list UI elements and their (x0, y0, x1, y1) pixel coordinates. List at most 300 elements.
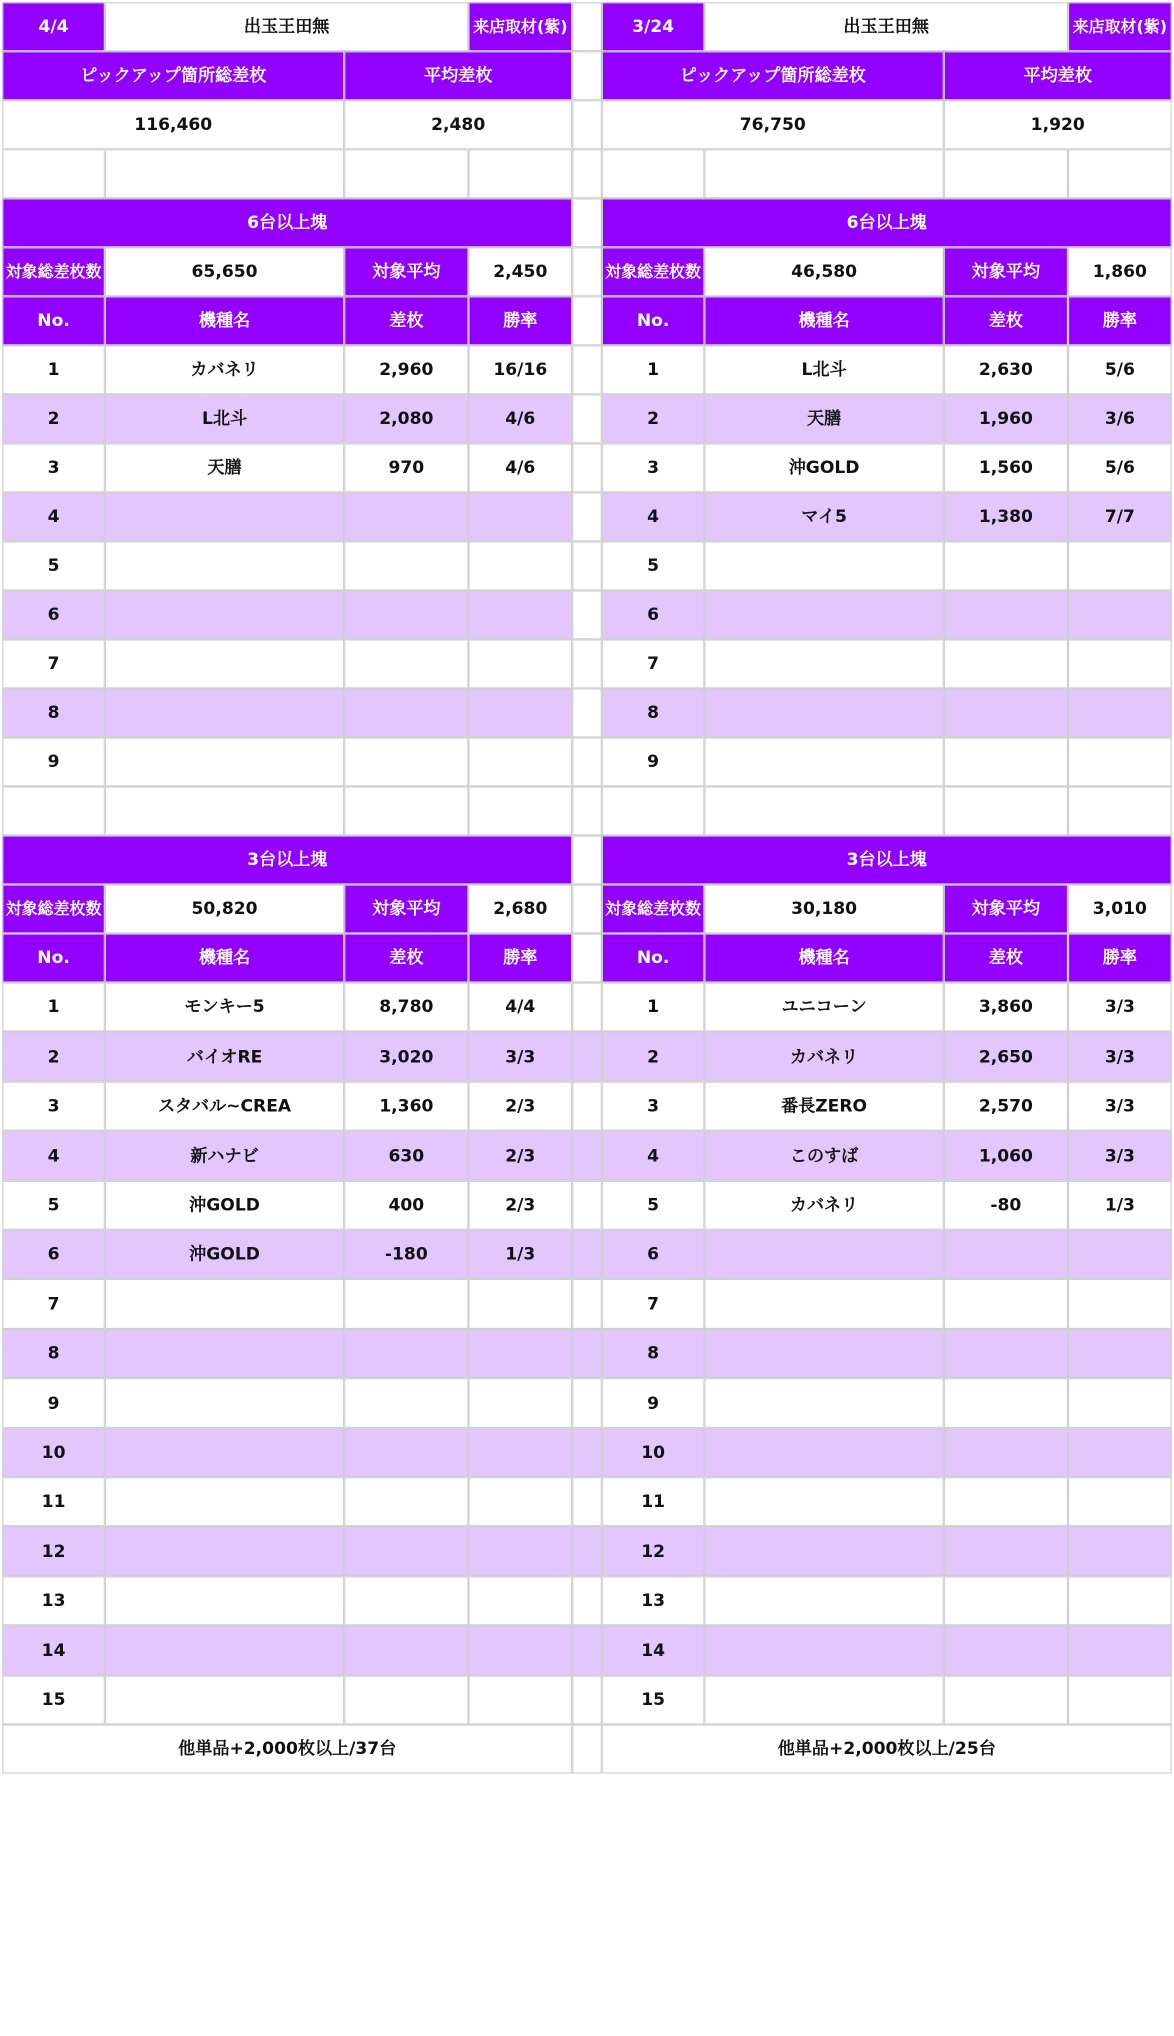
row-model (704, 1428, 943, 1477)
row-model (105, 1576, 344, 1625)
row-diff: -180 (344, 1230, 468, 1279)
row-diff (944, 1626, 1068, 1675)
table-row (602, 1329, 1172, 1378)
table-row (2, 541, 572, 590)
row-model (704, 541, 943, 590)
store-name: 出玉王田無 (704, 2, 1068, 51)
row-rate (468, 737, 572, 786)
row-diff (344, 1477, 468, 1526)
separator-cell (572, 541, 602, 590)
row-no: 6 (2, 1230, 105, 1279)
row-diff (944, 688, 1068, 737)
row-no: 4 (2, 492, 105, 541)
pickup-value-row (602, 100, 1172, 149)
row-model: 沖GOLD (105, 1180, 344, 1229)
row-rate (1068, 1279, 1172, 1328)
row-rate (1068, 1527, 1172, 1576)
row-no: 4 (2, 1131, 105, 1180)
row-model: カバネリ (704, 1032, 943, 1081)
col-header-rate: 勝率 (468, 933, 572, 982)
col-header-model: 機種名 (105, 296, 344, 345)
section-title: 6台以上塊 (2, 198, 572, 247)
row-no: 8 (602, 688, 705, 737)
empty-cell (2, 786, 105, 835)
row-no: 2 (602, 1032, 705, 1081)
row-model (704, 1329, 943, 1378)
separator-cell (572, 1576, 602, 1625)
empty-cell (105, 786, 344, 835)
empty-cell (944, 149, 1068, 198)
row-no: 8 (2, 688, 105, 737)
separator-cell (572, 786, 602, 835)
row-diff: 2,570 (944, 1081, 1068, 1130)
target-total-label: 対象総差枚数 (602, 247, 705, 296)
table-row (2, 1576, 572, 1625)
row-no: 5 (602, 1180, 705, 1229)
table-row (602, 1230, 1172, 1279)
row-model (704, 1576, 943, 1625)
separator-cell (572, 296, 602, 345)
row-model: スタバル~CREA (105, 1081, 344, 1130)
table-row (2, 1477, 572, 1526)
section-summary-row (602, 247, 1172, 296)
row-rate (468, 639, 572, 688)
table-row (602, 1675, 1172, 1724)
separator-cell (572, 737, 602, 786)
spacer-row (2, 149, 572, 198)
row-no: 3 (2, 1081, 105, 1130)
section-summary-row (602, 884, 1172, 933)
row-model (105, 1329, 344, 1378)
row-no: 5 (2, 541, 105, 590)
row-model (704, 737, 943, 786)
pickup-total-value: 116,460 (2, 100, 344, 149)
target-total-label: 対象総差枚数 (602, 884, 705, 933)
col-header-model: 機種名 (704, 933, 943, 982)
spacer-row (602, 786, 1172, 835)
row-diff (344, 492, 468, 541)
row-model: モンキー5 (105, 983, 344, 1032)
table-row (602, 983, 1172, 1032)
table-row (602, 541, 1172, 590)
table-row (2, 1527, 572, 1576)
row-model: バイオRE (105, 1032, 344, 1081)
table-row (602, 737, 1172, 786)
row-model (105, 1428, 344, 1477)
row-model (704, 1626, 943, 1675)
row-diff (344, 1576, 468, 1625)
row-rate: 4/6 (468, 394, 572, 443)
section-title-row (602, 198, 1172, 247)
separator-cell (572, 1279, 602, 1328)
row-diff (944, 1477, 1068, 1526)
table-row (2, 1180, 572, 1229)
table-row (2, 1279, 572, 1328)
row-model (704, 1378, 943, 1427)
row-no: 9 (2, 1378, 105, 1427)
store-name: 出玉王田無 (105, 2, 469, 51)
row-model: 天膳 (105, 443, 344, 492)
col-header-rate: 勝率 (1068, 296, 1172, 345)
separator-cell (572, 1626, 602, 1675)
separator-cell (572, 51, 602, 100)
row-no: 13 (602, 1576, 705, 1625)
row-diff: 1,360 (344, 1081, 468, 1130)
row-no: 3 (602, 1081, 705, 1130)
pickup-total-label: ピックアップ箇所総差枚 (2, 51, 344, 100)
separator-cell (572, 933, 602, 982)
row-model (704, 688, 943, 737)
row-no: 12 (602, 1527, 705, 1576)
target-total-value: 65,650 (105, 247, 344, 296)
table-row (602, 590, 1172, 639)
row-model: カバネリ (105, 345, 344, 394)
row-diff (344, 1378, 468, 1427)
table-row (2, 1378, 572, 1427)
avg-diff-label: 平均差枚 (344, 51, 572, 100)
empty-cell (704, 786, 943, 835)
avg-diff-value: 1,920 (944, 100, 1172, 149)
date-header-row (2, 2, 572, 51)
row-model (704, 1477, 943, 1526)
separator-cell (572, 1131, 602, 1180)
row-no: 15 (2, 1675, 105, 1724)
table-row (602, 1428, 1172, 1477)
row-no: 7 (2, 1279, 105, 1328)
separator-cell (572, 1725, 602, 1774)
row-rate: 16/16 (468, 345, 572, 394)
row-rate (468, 1279, 572, 1328)
empty-cell (602, 149, 705, 198)
row-diff: 2,080 (344, 394, 468, 443)
row-diff: -80 (944, 1180, 1068, 1229)
row-model: マイ5 (704, 492, 943, 541)
row-diff (344, 639, 468, 688)
row-rate (468, 1576, 572, 1625)
row-model (105, 1378, 344, 1427)
row-model: L北斗 (704, 345, 943, 394)
row-no: 14 (2, 1626, 105, 1675)
row-diff (944, 541, 1068, 590)
section-title-row (2, 198, 572, 247)
row-no: 5 (2, 1180, 105, 1229)
row-rate (468, 1626, 572, 1675)
row-model: ユニコーン (704, 983, 943, 1032)
table-row (2, 1329, 572, 1378)
target-total-value: 50,820 (105, 884, 344, 933)
separator-cell (572, 1180, 602, 1229)
separator-cell (572, 149, 602, 198)
row-diff: 3,020 (344, 1032, 468, 1081)
row-diff (344, 688, 468, 737)
table-row (602, 345, 1172, 394)
table-row (602, 688, 1172, 737)
empty-cell (2, 149, 105, 198)
row-diff (344, 1626, 468, 1675)
row-no: 9 (602, 737, 705, 786)
separator-cell (572, 492, 602, 541)
table-row (602, 492, 1172, 541)
row-rate: 3/6 (1068, 394, 1172, 443)
date-header-row (602, 2, 1172, 51)
row-no: 6 (602, 590, 705, 639)
empty-cell (944, 786, 1068, 835)
col-header-diff: 差枚 (344, 933, 468, 982)
row-no: 8 (2, 1329, 105, 1378)
separator-cell (572, 688, 602, 737)
row-diff (944, 1428, 1068, 1477)
table-row (602, 1032, 1172, 1081)
row-rate: 3/3 (1068, 1032, 1172, 1081)
row-model (105, 541, 344, 590)
col-header-no: No. (2, 296, 105, 345)
table-row (2, 1675, 572, 1724)
table-row (602, 1626, 1172, 1675)
row-no: 2 (602, 394, 705, 443)
row-model (105, 590, 344, 639)
section-title-row (602, 835, 1172, 884)
row-diff (944, 639, 1068, 688)
row-diff: 1,960 (944, 394, 1068, 443)
table-row (602, 1576, 1172, 1625)
row-diff: 970 (344, 443, 468, 492)
row-model: 新ハナビ (105, 1131, 344, 1180)
pickup-total-value: 76,750 (602, 100, 944, 149)
row-no: 6 (2, 590, 105, 639)
target-total-label: 対象総差枚数 (2, 884, 105, 933)
row-rate: 3/3 (468, 1032, 572, 1081)
footer-row (602, 1725, 1172, 1774)
row-model: L北斗 (105, 394, 344, 443)
row-model (105, 492, 344, 541)
table-row (2, 983, 572, 1032)
row-rate (468, 1378, 572, 1427)
separator-cell (572, 100, 602, 149)
row-no: 1 (2, 345, 105, 394)
row-diff (944, 737, 1068, 786)
row-rate: 7/7 (1068, 492, 1172, 541)
col-header-no: No. (602, 933, 705, 982)
row-no: 9 (2, 737, 105, 786)
row-model: カバネリ (704, 1180, 943, 1229)
separator-cell (572, 1477, 602, 1526)
row-model (105, 1626, 344, 1675)
row-diff (344, 590, 468, 639)
row-diff (344, 1527, 468, 1576)
row-no: 3 (602, 443, 705, 492)
avg-diff-label: 平均差枚 (944, 51, 1172, 100)
col-header-rate: 勝率 (468, 296, 572, 345)
row-rate (1068, 1576, 1172, 1625)
row-rate (1068, 639, 1172, 688)
report-date: 3/24 (602, 2, 705, 51)
row-no: 9 (602, 1378, 705, 1427)
row-diff (344, 737, 468, 786)
table-header-row (602, 933, 1172, 982)
target-avg-value: 1,860 (1068, 247, 1172, 296)
target-total-value: 46,580 (704, 247, 943, 296)
table-row (602, 1378, 1172, 1427)
section-title-row (2, 835, 572, 884)
table-header-row (2, 933, 572, 982)
report-date: 4/4 (2, 2, 105, 51)
row-no: 3 (2, 443, 105, 492)
row-rate (1068, 1675, 1172, 1724)
col-header-model: 機種名 (704, 296, 943, 345)
row-diff (944, 1230, 1068, 1279)
target-avg-label: 対象平均 (944, 884, 1068, 933)
target-avg-value: 2,680 (468, 884, 572, 933)
row-model: 沖GOLD (704, 443, 943, 492)
empty-cell (344, 786, 468, 835)
table-row (602, 394, 1172, 443)
empty-cell (602, 786, 705, 835)
footer-note: 他単品+2,000枚以上/25台 (602, 1725, 1172, 1774)
avg-diff-value: 2,480 (344, 100, 572, 149)
row-diff (344, 1675, 468, 1724)
col-header-model: 機種名 (105, 933, 344, 982)
pickup-total-label: ピックアップ箇所総差枚 (602, 51, 944, 100)
row-rate: 1/3 (1068, 1180, 1172, 1229)
row-rate (1068, 1230, 1172, 1279)
row-rate: 3/3 (1068, 983, 1172, 1032)
row-model (105, 639, 344, 688)
row-no: 13 (2, 1576, 105, 1625)
row-no: 1 (602, 345, 705, 394)
pickup-value-row (2, 100, 572, 149)
row-model (105, 1279, 344, 1328)
raiten-badge: 来店取材(紫) (1068, 2, 1172, 51)
separator-cell (572, 394, 602, 443)
table-row (602, 1180, 1172, 1229)
col-header-no: No. (2, 933, 105, 982)
row-diff: 8,780 (344, 983, 468, 1032)
separator-cell (572, 1032, 602, 1081)
row-diff (944, 1279, 1068, 1328)
separator-cell (572, 983, 602, 1032)
target-avg-label: 対象平均 (944, 247, 1068, 296)
row-no: 10 (2, 1428, 105, 1477)
column-separator (572, 2, 602, 1784)
section-title: 6台以上塊 (602, 198, 1172, 247)
row-model (704, 1527, 943, 1576)
table-row (602, 443, 1172, 492)
row-diff: 1,380 (944, 492, 1068, 541)
section-summary-row (2, 247, 572, 296)
row-rate: 4/6 (468, 443, 572, 492)
table-row (2, 590, 572, 639)
row-rate (1068, 1329, 1172, 1378)
row-model (105, 688, 344, 737)
separator-cell (572, 345, 602, 394)
row-rate (468, 1527, 572, 1576)
target-avg-value: 3,010 (1068, 884, 1172, 933)
table-row (2, 1428, 572, 1477)
row-rate: 5/6 (1068, 443, 1172, 492)
row-diff (944, 1675, 1068, 1724)
row-diff: 2,650 (944, 1032, 1068, 1081)
row-rate (1068, 541, 1172, 590)
row-model (704, 590, 943, 639)
spacer-row (602, 149, 1172, 198)
row-rate: 2/3 (468, 1131, 572, 1180)
row-model (704, 1675, 943, 1724)
separator-cell (572, 1527, 602, 1576)
row-model (704, 639, 943, 688)
row-rate: 2/3 (468, 1180, 572, 1229)
row-rate (468, 541, 572, 590)
separator-cell (572, 639, 602, 688)
row-model (105, 1477, 344, 1526)
table-row (2, 492, 572, 541)
table-row (2, 1230, 572, 1279)
row-rate (468, 1675, 572, 1724)
table-row (2, 1032, 572, 1081)
row-no: 6 (602, 1230, 705, 1279)
separator-cell (572, 2, 602, 51)
row-model (105, 737, 344, 786)
table-row (602, 1527, 1172, 1576)
row-diff (344, 1428, 468, 1477)
row-rate: 4/4 (468, 983, 572, 1032)
row-diff (344, 1279, 468, 1328)
row-diff (944, 1378, 1068, 1427)
table-row (602, 1081, 1172, 1130)
row-rate (1068, 688, 1172, 737)
row-diff: 400 (344, 1180, 468, 1229)
row-diff: 2,960 (344, 345, 468, 394)
row-rate: 5/6 (1068, 345, 1172, 394)
row-rate (468, 1329, 572, 1378)
row-no: 8 (602, 1329, 705, 1378)
row-diff: 1,060 (944, 1131, 1068, 1180)
col-header-diff: 差枚 (944, 933, 1068, 982)
row-no: 7 (2, 639, 105, 688)
table-row (2, 1626, 572, 1675)
row-rate (468, 492, 572, 541)
separator-cell (572, 1230, 602, 1279)
row-rate (1068, 1626, 1172, 1675)
table-row (2, 394, 572, 443)
row-no: 15 (602, 1675, 705, 1724)
row-diff (944, 590, 1068, 639)
row-no: 5 (602, 541, 705, 590)
table-header-row (2, 296, 572, 345)
row-no: 1 (602, 983, 705, 1032)
separator-cell (572, 1675, 602, 1724)
row-diff (944, 1527, 1068, 1576)
row-diff: 2,630 (944, 345, 1068, 394)
row-rate (1068, 1378, 1172, 1427)
pickup-label-row (2, 51, 572, 100)
table-row (2, 443, 572, 492)
row-diff (344, 1329, 468, 1378)
table-row (2, 345, 572, 394)
row-rate: 3/3 (1068, 1081, 1172, 1130)
row-rate (468, 1428, 572, 1477)
table-row (602, 639, 1172, 688)
separator-cell (572, 1329, 602, 1378)
row-no: 7 (602, 1279, 705, 1328)
row-rate: 3/3 (1068, 1131, 1172, 1180)
table-header-row (602, 296, 1172, 345)
row-rate (468, 1477, 572, 1526)
table-row (2, 688, 572, 737)
target-total-value: 30,180 (704, 884, 943, 933)
separator-cell (572, 198, 602, 247)
col-header-diff: 差枚 (944, 296, 1068, 345)
separator-cell (572, 590, 602, 639)
